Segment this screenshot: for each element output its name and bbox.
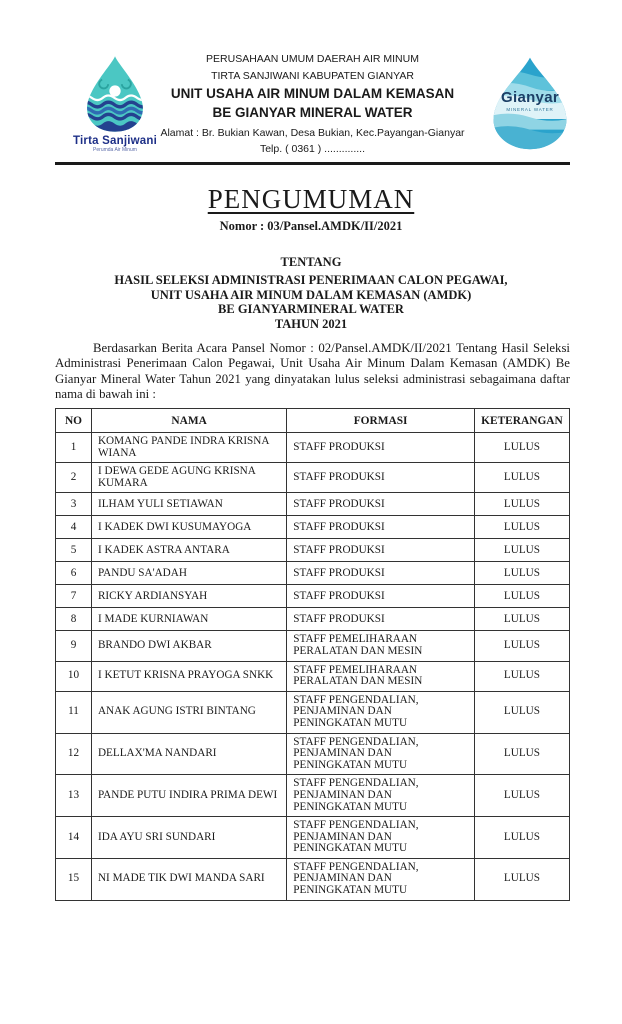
subject-lines: [0, 273, 622, 331]
cell-formasi: STAFF PEMELIHARAAN PERALATAN DAN MESIN: [287, 631, 475, 661]
cell-formasi: STAFF PRODUKSI: [287, 433, 475, 463]
cell-no: 6: [56, 562, 92, 585]
header-no: NO: [56, 409, 92, 433]
cell-no: 3: [56, 493, 92, 516]
cell-no: 10: [56, 661, 92, 691]
results-table-container: [55, 408, 570, 901]
cell-nama: BRANDO DWI AKBAR: [91, 631, 286, 661]
cell-nama: PANDU SA'ADAH: [91, 562, 286, 585]
table-head: [56, 409, 570, 433]
cell-formasi: STAFF PENGENDALIAN, PENJAMINAN DAN PENINGKATAN MUTU: [287, 817, 475, 859]
cell-formasi: STAFF PRODUKSI: [287, 516, 475, 539]
cell-keterangan: LULUS: [474, 585, 569, 608]
cell-nama: I KADEK ASTRA ANTARA: [91, 539, 286, 562]
cell-formasi: STAFF PENGENDALIAN, PENJAMINAN DAN PENINGKATAN MUTU: [287, 733, 475, 775]
subject-line: HASIL SELEKSI ADMINISTRASI PENERIMAAN CALON PEGAWAI,: [114, 273, 508, 287]
results-table: [55, 408, 570, 901]
page-title: PENGUMUMAN: [207, 184, 415, 214]
table-row: [56, 516, 570, 539]
cell-formasi: STAFF PENGENDALIAN, PENJAMINAN DAN PENINGKATAN MUTU: [287, 691, 475, 733]
cell-nama: KOMANG PANDE INDRA KRISNA WIANA: [91, 433, 286, 463]
cell-formasi: STAFF PEMELIHARAAN PERALATAN DAN MESIN: [287, 661, 475, 691]
unit-line-2: BE GIANYAR MINERAL WATER: [212, 104, 413, 120]
right-logo-text: [480, 89, 580, 112]
left-logo-subtitle: Perumda Air Minum: [93, 147, 137, 153]
cell-formasi: STAFF PRODUKSI: [287, 539, 475, 562]
cell-no: 7: [56, 585, 92, 608]
table-row: [56, 775, 570, 817]
cell-keterangan: LULUS: [474, 539, 569, 562]
subject-line: TAHUN 2021: [274, 316, 348, 331]
cell-formasi: STAFF PENGENDALIAN, PENJAMINAN DAN PENINGKATAN MUTU: [287, 858, 475, 900]
tirta-sanjiwani-logo: [63, 54, 167, 153]
document-head: [0, 184, 622, 331]
company-line-1: PERUSAHAAN UMUM DAERAH AIR MINUM: [206, 53, 419, 65]
cell-nama: I MADE KURNIAWAN: [91, 608, 286, 631]
cell-formasi: STAFF PRODUKSI: [287, 493, 475, 516]
cell-formasi: STAFF PENGENDALIAN, PENJAMINAN DAN PENINGKATAN MUTU: [287, 775, 475, 817]
cell-keterangan: LULUS: [474, 433, 569, 463]
table-row: [56, 585, 570, 608]
cell-nama: PANDE PUTU INDIRA PRIMA DEWI: [91, 775, 286, 817]
table-row: [56, 817, 570, 859]
cell-nama: ANAK AGUNG ISTRI BINTANG: [91, 691, 286, 733]
cell-no: 12: [56, 733, 92, 775]
cell-no: 1: [56, 433, 92, 463]
cell-no: 4: [56, 516, 92, 539]
table-row: [56, 691, 570, 733]
cell-keterangan: LULUS: [474, 631, 569, 661]
gianyar-mineral-water-logo: [480, 55, 580, 155]
cell-nama: DELLAX'MA NANDARI: [91, 733, 286, 775]
subject-line: BE GIANYARMINERAL WATER: [218, 302, 404, 317]
cell-no: 14: [56, 817, 92, 859]
cell-keterangan: LULUS: [474, 493, 569, 516]
table-row: [56, 433, 570, 463]
cell-no: 2: [56, 463, 92, 493]
cell-keterangan: LULUS: [474, 608, 569, 631]
document-number: Nomor : 03/Pansel.AMDK/II/2021: [219, 219, 403, 233]
header-keterangan: KETERANGAN: [474, 409, 569, 433]
cell-formasi: STAFF PRODUKSI: [287, 463, 475, 493]
opening-paragraph: Berdasarkan Berita Acara Pansel Nomor : 02/Pansel.AMDK/II/2021 Tentang Hasil Seleksi Administrasi Penerimaan Calon Pegawai, Unit Usaha Air Minum Dalam Kemasan (AMDK) Be Gianyar Mineral Water Tahun 2021 yang dinyatakan lulus seleksi administrasi sebagaimana daftar nama di bawah ini :: [55, 341, 570, 402]
letterhead-divider: [55, 162, 570, 165]
cell-keterangan: LULUS: [474, 775, 569, 817]
cell-nama: I KADEK DWI KUSUMAYOGA: [91, 516, 286, 539]
cell-no: 8: [56, 608, 92, 631]
cell-nama: I DEWA GEDE AGUNG KRISNA KUMARA: [91, 463, 286, 493]
letterhead-text: [160, 51, 465, 157]
cell-formasi: STAFF PRODUKSI: [287, 585, 475, 608]
header-nama: NAMA: [91, 409, 286, 433]
cell-keterangan: LULUS: [474, 817, 569, 859]
phone-line: Telp. ( 0361 ) ..............: [259, 143, 366, 155]
subject-line: UNIT USAHA AIR MINUM DALAM KEMASAN (AMDK): [150, 287, 472, 302]
letterhead: [55, 45, 570, 163]
table-row: [56, 733, 570, 775]
cell-nama: I KETUT KRISNA PRAYOGA SNKK: [91, 661, 286, 691]
cell-keterangan: LULUS: [474, 516, 569, 539]
table-row: [56, 661, 570, 691]
table-body: [56, 433, 570, 901]
cell-nama: RICKY ARDIANSYAH: [91, 585, 286, 608]
left-logo-name: Tirta Sanjiwani: [73, 135, 157, 147]
cell-no: 5: [56, 539, 92, 562]
table-row: [56, 631, 570, 661]
cell-keterangan: LULUS: [474, 463, 569, 493]
cell-keterangan: LULUS: [474, 691, 569, 733]
cell-nama: IDA AYU SRI SUNDARI: [91, 817, 286, 859]
table-row: [56, 858, 570, 900]
table-row: [56, 493, 570, 516]
cell-nama: ILHAM YULI SETIAWAN: [91, 493, 286, 516]
water-drop-waves-icon: [77, 54, 153, 134]
unit-line-1: UNIT USAHA AIR MINUM DALAM KEMASAN: [170, 86, 455, 101]
table-row: [56, 463, 570, 493]
cell-keterangan: LULUS: [474, 661, 569, 691]
cell-keterangan: LULUS: [474, 562, 569, 585]
subject-label: TENTANG: [280, 255, 342, 269]
cell-keterangan: LULUS: [474, 733, 569, 775]
header-formasi: FORMASI: [287, 409, 475, 433]
address-line: Alamat : Br. Bukian Kawan, Desa Bukian, Kec.Payangan-Gianyar: [160, 127, 465, 139]
table-row: [56, 608, 570, 631]
right-logo-subtitle: MINERAL WATER: [506, 107, 554, 112]
cell-nama: NI MADE TIK DWI MANDA SARI: [91, 858, 286, 900]
cell-keterangan: LULUS: [474, 858, 569, 900]
company-line-2: TIRTA SANJIWANI KABUPATEN GIANYAR: [211, 70, 414, 82]
cell-no: 15: [56, 858, 92, 900]
table-header-row: [56, 409, 570, 433]
cell-formasi: STAFF PRODUKSI: [287, 562, 475, 585]
right-logo-name: Gianyar: [501, 89, 559, 106]
cell-formasi: STAFF PRODUKSI: [287, 608, 475, 631]
table-row: [56, 562, 570, 585]
cell-no: 9: [56, 631, 92, 661]
table-row: [56, 539, 570, 562]
cell-no: 11: [56, 691, 92, 733]
cell-no: 13: [56, 775, 92, 817]
